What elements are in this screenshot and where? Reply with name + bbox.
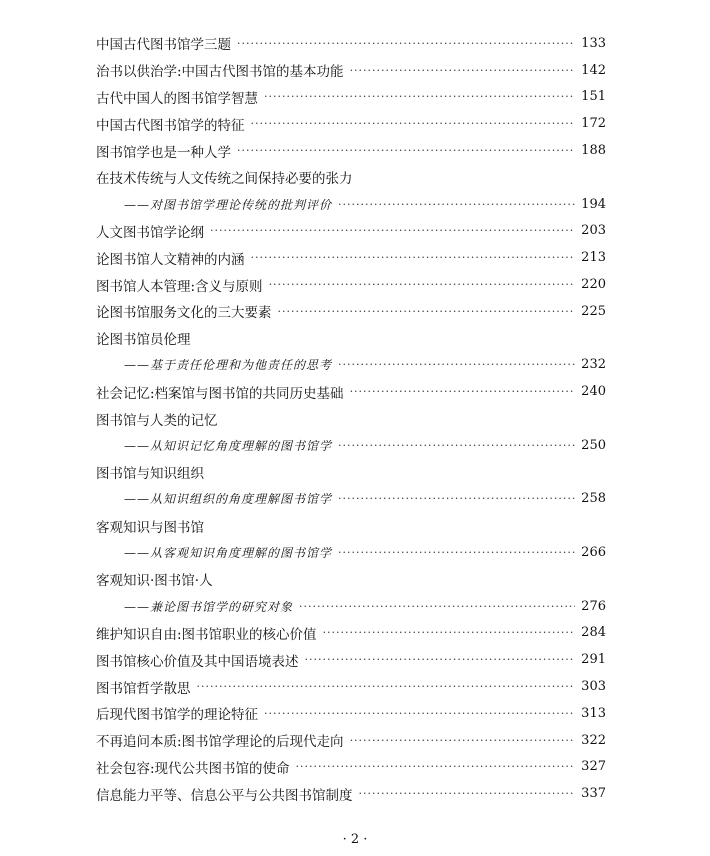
- toc-entry: [96, 405, 606, 432]
- dot-leader: [338, 492, 575, 505]
- toc-entry: [96, 30, 606, 57]
- toc-entry: [96, 244, 606, 271]
- toc-entry-title: 信息能力平等、信息公平与公共图书馆制度: [96, 787, 353, 804]
- toc-entry-title: 论图书馆服务文化的三大要素: [96, 305, 272, 322]
- toc-entry: [96, 646, 606, 673]
- dot-leader: [305, 653, 576, 666]
- toc-entry-title: 不再追问本质:图书馆学理论的后现代走向: [96, 734, 344, 751]
- toc-entry: [96, 620, 606, 647]
- toc-entry-title: 客观知识与图书馆: [96, 519, 204, 536]
- dot-leader: [237, 37, 575, 50]
- toc-entry: [96, 84, 606, 111]
- dot-leader: [251, 117, 576, 130]
- toc-entry-title: 图书馆核心价值及其中国语境表述: [96, 653, 299, 670]
- dot-leader: [323, 626, 576, 639]
- toc-subtitle: [96, 593, 606, 620]
- toc-entry-title: 图书馆与知识组织: [96, 466, 204, 483]
- toc-entry-page: 266: [581, 545, 606, 561]
- toc-entry-page: 240: [581, 384, 606, 400]
- dot-leader: [264, 90, 575, 103]
- dot-leader: [210, 224, 575, 237]
- toc-entry-title: 维护知识自由:图书馆职业的核心价值: [96, 626, 317, 643]
- toc-entry-title: 图书馆哲学散思: [96, 680, 191, 697]
- dot-leader: [359, 787, 576, 800]
- toc-entry-title: 社会记忆:档案馆与图书馆的共同历史基础: [96, 385, 344, 402]
- toc-subtitle: [96, 486, 606, 513]
- toc-entry-title: 图书馆学也是一种人学: [96, 144, 231, 161]
- dot-leader: [269, 278, 576, 291]
- toc-entry-page: 225: [581, 303, 606, 319]
- toc-entry-title: ——从知识记忆角度理解的图书馆学: [124, 438, 333, 453]
- toc-entry: [96, 218, 606, 245]
- toc-entry-title: ——对图书馆学理论传统的批判评价: [124, 197, 333, 212]
- toc-entry-page: 327: [581, 759, 606, 775]
- toc-entry: [96, 164, 606, 191]
- toc-entry-page: 133: [581, 35, 606, 51]
- toc-entry-title: 论图书馆人文精神的内涵: [96, 251, 245, 268]
- toc-entry-page: 258: [581, 491, 606, 507]
- toc-entry-page: 213: [581, 250, 606, 266]
- dot-leader: [350, 385, 576, 398]
- dot-leader: [299, 600, 575, 613]
- toc-entry: [96, 459, 606, 486]
- toc-entry-title: 图书馆与人类的记忆: [96, 412, 218, 429]
- page-number: · 2 ·: [342, 832, 368, 847]
- toc-entry-page: 220: [581, 277, 606, 293]
- table-of-contents: [96, 30, 606, 807]
- dot-leader: [296, 760, 576, 773]
- toc-entry-page: 303: [581, 679, 606, 695]
- toc-entry-title: ——兼论图书馆学的研究对象: [124, 599, 294, 614]
- toc-entry-page: 322: [581, 732, 606, 748]
- toc-entry-page: 194: [581, 196, 606, 212]
- toc-entry: [96, 754, 606, 781]
- toc-entry-title: 图书馆人本管理:含义与原则: [96, 278, 263, 295]
- toc-entry-page: 276: [581, 598, 606, 614]
- toc-entry-page: 250: [581, 437, 606, 453]
- toc-subtitle: [96, 432, 606, 459]
- dot-leader: [264, 707, 575, 720]
- toc-entry-title: 治书以供治学:中国古代图书馆的基本功能: [96, 64, 344, 81]
- toc-entry-title: 后现代图书馆学的理论特征: [96, 707, 258, 724]
- toc-entry-title: 中国古代图书馆学三题: [96, 37, 231, 54]
- toc-entry: [96, 298, 606, 325]
- toc-entry-title: 社会包容:现代公共图书馆的使命: [96, 760, 290, 777]
- dot-leader: [338, 546, 575, 559]
- toc-entry-title: ——基于责任伦理和为他责任的思考: [124, 358, 333, 373]
- toc-entry: [96, 378, 606, 405]
- dot-leader: [350, 734, 576, 747]
- toc-entry-page: 313: [581, 705, 606, 721]
- toc-entry: [96, 780, 606, 807]
- toc-subtitle: [96, 539, 606, 566]
- toc-entry: [96, 673, 606, 700]
- dot-leader: [197, 680, 576, 693]
- toc-entry-page: 232: [581, 357, 606, 373]
- toc-entry-title: 论图书馆员伦理: [96, 332, 191, 349]
- dot-leader: [338, 439, 575, 452]
- toc-entry-page: 151: [581, 89, 606, 105]
- toc-entry: [96, 137, 606, 164]
- dot-leader: [278, 305, 576, 318]
- toc-entry-page: 337: [581, 786, 606, 802]
- toc-entry-page: 291: [581, 652, 606, 668]
- toc-entry: [96, 57, 606, 84]
- toc-entry-page: 188: [581, 143, 606, 159]
- toc-entry-page: 172: [581, 116, 606, 132]
- toc-entry: [96, 727, 606, 754]
- toc-entry: [96, 566, 606, 593]
- toc-entry: [96, 512, 606, 539]
- toc-entry-title: 人文图书馆学论纲: [96, 224, 204, 241]
- toc-entry-page: 203: [581, 223, 606, 239]
- toc-entry-page: 142: [581, 62, 606, 78]
- toc-entry-page: 284: [581, 625, 606, 641]
- dot-leader: [237, 144, 575, 157]
- dot-leader: [251, 251, 576, 264]
- toc-entry: [96, 700, 606, 727]
- dot-leader: [338, 358, 575, 371]
- toc-entry-title: 在技术传统与人文传统之间保持必要的张力: [96, 171, 353, 188]
- toc-entry-title: ——从知识组织的角度理解图书馆学: [124, 492, 333, 507]
- toc-entry: [96, 110, 606, 137]
- toc-entry-title: 中国古代图书馆学的特征: [96, 117, 245, 134]
- toc-entry-title: ——从客观知识角度理解的图书馆学: [124, 546, 333, 561]
- toc-entry: [96, 325, 606, 352]
- toc-entry: [96, 271, 606, 298]
- toc-entry-title: 古代中国人的图书馆学智慧: [96, 90, 258, 107]
- dot-leader: [350, 64, 576, 77]
- toc-subtitle: [96, 191, 606, 218]
- toc-subtitle: [96, 352, 606, 379]
- toc-entry-title: 客观知识·图书馆·人: [96, 573, 213, 590]
- dot-leader: [338, 198, 575, 211]
